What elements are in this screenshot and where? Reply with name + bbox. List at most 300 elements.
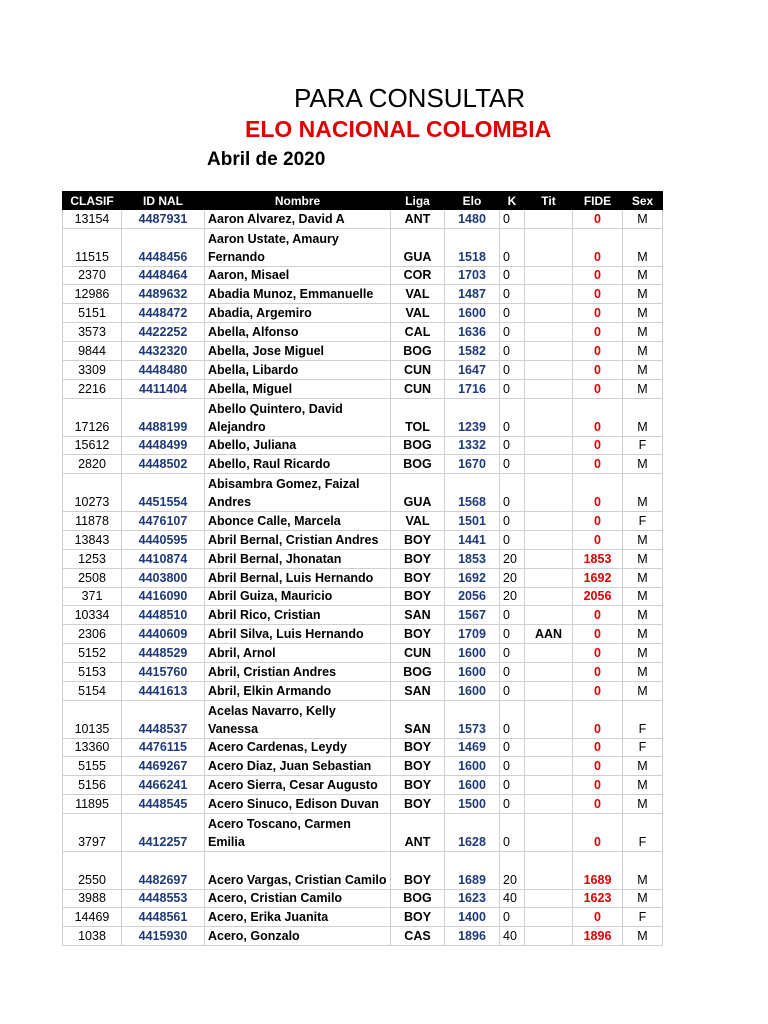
table-row (63, 738, 663, 757)
cell-tit (525, 304, 573, 323)
cell-fide: 0 (573, 663, 623, 682)
cell-nombre: Abril Silva, Luis Hernando (205, 625, 391, 644)
cell-k: 0 (500, 266, 525, 285)
cell-nombre: Abril Guiza, Mauricio (205, 587, 391, 606)
cell-k: 40 (500, 889, 525, 908)
cell-tit (525, 908, 573, 927)
cell-clasif: 15612 (63, 436, 122, 455)
cell-id-nal: 4488199 (122, 398, 205, 436)
cell-liga: BOY (391, 795, 445, 814)
cell-clasif: 10273 (63, 474, 122, 512)
cell-fide: 0 (573, 361, 623, 380)
col-header-clasif: CLASIF (63, 192, 122, 210)
cell-elo: 1582 (445, 342, 500, 361)
table-row (63, 681, 663, 700)
cell-nombre: Acero, Cristian Camilo (205, 889, 391, 908)
cell-k: 0 (500, 228, 525, 266)
cell-k: 0 (500, 361, 525, 380)
cell-id-nal: 4411404 (122, 379, 205, 398)
cell-id-nal: 4448529 (122, 644, 205, 663)
cell-clasif: 5155 (63, 757, 122, 776)
cell-nombre: Abril Bernal, Cristian Andres (205, 530, 391, 549)
cell-fide: 1623 (573, 889, 623, 908)
page-title: PARA CONSULTAR (294, 83, 526, 113)
table-row (63, 511, 663, 530)
cell-tit (525, 700, 573, 738)
table-row (63, 814, 663, 852)
cell-fide: 0 (573, 644, 623, 663)
cell-k: 0 (500, 795, 525, 814)
cell-fide: 1896 (573, 927, 623, 946)
cell-nombre: Abril, Elkin Armando (205, 681, 391, 700)
cell-k: 0 (500, 379, 525, 398)
table-row (63, 342, 663, 361)
cell-liga: CUN (391, 644, 445, 663)
cell-id-nal: 4410874 (122, 549, 205, 568)
cell-liga: ANT (391, 814, 445, 852)
cell-k: 0 (500, 625, 525, 644)
cell-liga: VAL (391, 304, 445, 323)
cell-liga: BOY (391, 587, 445, 606)
cell-fide: 0 (573, 606, 623, 625)
cell-k: 0 (500, 700, 525, 738)
cell-clasif: 11515 (63, 228, 122, 266)
table-row (63, 625, 663, 644)
table-row (63, 795, 663, 814)
cell-elo: 1709 (445, 625, 500, 644)
cell-clasif: 5152 (63, 644, 122, 663)
cell-k: 0 (500, 530, 525, 549)
cell-id-nal: 4448545 (122, 795, 205, 814)
cell-fide: 0 (573, 814, 623, 852)
cell-elo: 1567 (445, 606, 500, 625)
cell-elo: 1896 (445, 927, 500, 946)
cell-k: 0 (500, 606, 525, 625)
cell-k: 0 (500, 511, 525, 530)
cell-sex: M (623, 549, 663, 568)
cell-sex: M (623, 342, 663, 361)
cell-sex: M (623, 757, 663, 776)
cell-elo: 1689 (445, 851, 500, 889)
col-header-liga: Liga (391, 192, 445, 210)
cell-sex: M (623, 210, 663, 229)
cell-elo: 1568 (445, 474, 500, 512)
cell-id-nal: 4448456 (122, 228, 205, 266)
cell-liga: BOY (391, 776, 445, 795)
col-header-tit: Tit (525, 192, 573, 210)
cell-tit (525, 455, 573, 474)
cell-k: 0 (500, 285, 525, 304)
cell-liga: BOY (391, 568, 445, 587)
cell-clasif: 2508 (63, 568, 122, 587)
cell-clasif: 3988 (63, 889, 122, 908)
cell-id-nal: 4441613 (122, 681, 205, 700)
table-row (63, 361, 663, 380)
cell-liga: CUN (391, 379, 445, 398)
cell-clasif: 5154 (63, 681, 122, 700)
cell-sex: F (623, 738, 663, 757)
cell-fide: 0 (573, 757, 623, 776)
cell-nombre: Abril Rico, Cristian (205, 606, 391, 625)
cell-sex: M (623, 795, 663, 814)
cell-sex: M (623, 851, 663, 889)
cell-liga: BOG (391, 455, 445, 474)
cell-clasif: 5151 (63, 304, 122, 323)
cell-clasif: 17126 (63, 398, 122, 436)
cell-nombre: Abella, Miguel (205, 379, 391, 398)
cell-nombre: Abonce Calle, Marcela (205, 511, 391, 530)
cell-clasif: 5156 (63, 776, 122, 795)
cell-tit (525, 814, 573, 852)
table-row (63, 606, 663, 625)
cell-liga: CUN (391, 361, 445, 380)
col-header-fide: FIDE (573, 192, 623, 210)
cell-tit (525, 927, 573, 946)
table-row (63, 455, 663, 474)
cell-fide: 0 (573, 511, 623, 530)
cell-tit (525, 851, 573, 889)
cell-nombre: Abella, Jose Miguel (205, 342, 391, 361)
cell-id-nal: 4451554 (122, 474, 205, 512)
cell-nombre: Acero Sinuco, Edison Duvan (205, 795, 391, 814)
cell-nombre: Acelas Navarro, Kelly Vanessa (205, 700, 391, 738)
cell-elo: 1480 (445, 210, 500, 229)
cell-nombre: Acero Vargas, Cristian Camilo (205, 851, 391, 889)
table-row (63, 927, 663, 946)
cell-elo: 1600 (445, 663, 500, 682)
cell-fide: 0 (573, 304, 623, 323)
cell-nombre: Abella, Libardo (205, 361, 391, 380)
cell-clasif: 1038 (63, 927, 122, 946)
cell-clasif: 2216 (63, 379, 122, 398)
cell-nombre: Abril Bernal, Luis Hernando (205, 568, 391, 587)
cell-elo: 1692 (445, 568, 500, 587)
cell-fide: 2056 (573, 587, 623, 606)
cell-liga: SAN (391, 681, 445, 700)
table-row (63, 436, 663, 455)
cell-sex: M (623, 776, 663, 795)
cell-clasif: 9844 (63, 342, 122, 361)
cell-nombre: Abello Quintero, David Alejandro (205, 398, 391, 436)
cell-sex: F (623, 511, 663, 530)
cell-sex: M (623, 379, 663, 398)
cell-fide: 1689 (573, 851, 623, 889)
cell-nombre: Acero Sierra, Cesar Augusto (205, 776, 391, 795)
cell-clasif: 3573 (63, 323, 122, 342)
cell-k: 0 (500, 436, 525, 455)
cell-sex: M (623, 681, 663, 700)
cell-sex: M (623, 663, 663, 682)
table-row (63, 851, 663, 889)
table-row (63, 889, 663, 908)
table-row (63, 228, 663, 266)
cell-fide: 0 (573, 776, 623, 795)
cell-tit (525, 285, 573, 304)
cell-liga: GUA (391, 228, 445, 266)
cell-k: 0 (500, 398, 525, 436)
cell-clasif: 14469 (63, 908, 122, 927)
table-row (63, 474, 663, 512)
cell-tit (525, 398, 573, 436)
cell-elo: 1600 (445, 644, 500, 663)
cell-liga: BOY (391, 738, 445, 757)
cell-id-nal: 4448472 (122, 304, 205, 323)
cell-tit (525, 436, 573, 455)
cell-fide: 0 (573, 700, 623, 738)
cell-elo: 1441 (445, 530, 500, 549)
cell-fide: 0 (573, 210, 623, 229)
table-row (63, 757, 663, 776)
cell-elo: 1600 (445, 776, 500, 795)
cell-sex: F (623, 908, 663, 927)
table-row (63, 908, 663, 927)
table-row (63, 398, 663, 436)
cell-elo: 1670 (445, 455, 500, 474)
cell-clasif: 10334 (63, 606, 122, 625)
cell-k: 0 (500, 757, 525, 776)
cell-id-nal: 4448553 (122, 889, 205, 908)
cell-id-nal: 4489632 (122, 285, 205, 304)
cell-sex: M (623, 323, 663, 342)
cell-nombre: Aaron Ustate, Amaury Fernando (205, 228, 391, 266)
cell-k: 0 (500, 210, 525, 229)
cell-sex: M (623, 455, 663, 474)
cell-liga: BOY (391, 908, 445, 927)
col-header-elo: Elo (445, 192, 500, 210)
cell-liga: BOY (391, 851, 445, 889)
cell-id-nal: 4487931 (122, 210, 205, 229)
cell-id-nal: 4416090 (122, 587, 205, 606)
cell-clasif: 12986 (63, 285, 122, 304)
cell-nombre: Abella, Alfonso (205, 323, 391, 342)
cell-liga: VAL (391, 511, 445, 530)
cell-k: 0 (500, 644, 525, 663)
cell-sex: M (623, 927, 663, 946)
cell-k: 40 (500, 927, 525, 946)
cell-nombre: Abadia Munoz, Emmanuelle (205, 285, 391, 304)
cell-tit (525, 681, 573, 700)
cell-elo: 1623 (445, 889, 500, 908)
cell-nombre: Aaron Alvarez, David A (205, 210, 391, 229)
cell-fide: 0 (573, 228, 623, 266)
cell-elo: 1239 (445, 398, 500, 436)
table-row (63, 644, 663, 663)
ratings-table (62, 191, 663, 946)
table-row (63, 323, 663, 342)
cell-elo: 1518 (445, 228, 500, 266)
cell-elo: 1636 (445, 323, 500, 342)
cell-fide: 0 (573, 379, 623, 398)
table-row (63, 304, 663, 323)
cell-clasif: 11878 (63, 511, 122, 530)
cell-k: 0 (500, 814, 525, 852)
cell-nombre: Aaron, Misael (205, 266, 391, 285)
cell-sex: F (623, 700, 663, 738)
cell-id-nal: 4448502 (122, 455, 205, 474)
cell-sex: M (623, 361, 663, 380)
cell-clasif: 1253 (63, 549, 122, 568)
cell-k: 20 (500, 587, 525, 606)
table-row (63, 266, 663, 285)
table-row (63, 568, 663, 587)
cell-nombre: Acero Toscano, Carmen Emilia (205, 814, 391, 852)
cell-fide: 0 (573, 398, 623, 436)
cell-nombre: Acero, Erika Juanita (205, 908, 391, 927)
col-header-nombre: Nombre (205, 192, 391, 210)
cell-fide: 0 (573, 908, 623, 927)
cell-sex: M (623, 606, 663, 625)
cell-fide: 0 (573, 455, 623, 474)
cell-tit (525, 644, 573, 663)
cell-nombre: Acero, Gonzalo (205, 927, 391, 946)
cell-id-nal: 4415930 (122, 927, 205, 946)
cell-tit (525, 474, 573, 512)
cell-clasif: 13154 (63, 210, 122, 229)
table-body (63, 210, 663, 946)
cell-liga: BOY (391, 530, 445, 549)
cell-id-nal: 4448537 (122, 700, 205, 738)
cell-liga: BOG (391, 889, 445, 908)
cell-id-nal: 4469267 (122, 757, 205, 776)
cell-sex: M (623, 568, 663, 587)
cell-fide: 0 (573, 323, 623, 342)
cell-fide: 0 (573, 681, 623, 700)
cell-liga: SAN (391, 700, 445, 738)
cell-elo: 1600 (445, 304, 500, 323)
cell-nombre: Abadia, Argemiro (205, 304, 391, 323)
cell-nombre: Abril, Arnol (205, 644, 391, 663)
cell-fide: 0 (573, 625, 623, 644)
cell-elo: 1600 (445, 757, 500, 776)
cell-clasif: 10135 (63, 700, 122, 738)
cell-nombre: Abisambra Gomez, Faizal Andres (205, 474, 391, 512)
cell-tit (525, 663, 573, 682)
cell-id-nal: 4476115 (122, 738, 205, 757)
cell-tit (525, 323, 573, 342)
col-header-k: K (500, 192, 525, 210)
cell-id-nal: 4412257 (122, 814, 205, 852)
cell-liga: TOL (391, 398, 445, 436)
cell-id-nal: 4482697 (122, 851, 205, 889)
cell-tit (525, 795, 573, 814)
cell-id-nal: 4448499 (122, 436, 205, 455)
cell-k: 0 (500, 342, 525, 361)
table-row (63, 379, 663, 398)
table-row (63, 776, 663, 795)
cell-elo: 2056 (445, 587, 500, 606)
cell-fide: 0 (573, 474, 623, 512)
col-header-sex: Sex (623, 192, 663, 210)
col-header-id: ID NAL (122, 192, 205, 210)
cell-clasif: 3797 (63, 814, 122, 852)
table-row (63, 210, 663, 229)
cell-k: 0 (500, 455, 525, 474)
cell-id-nal: 4440595 (122, 530, 205, 549)
cell-fide: 0 (573, 436, 623, 455)
cell-clasif: 2820 (63, 455, 122, 474)
cell-tit (525, 361, 573, 380)
cell-tit (525, 889, 573, 908)
cell-nombre: Acero Diaz, Juan Sebastian (205, 757, 391, 776)
cell-sex: M (623, 304, 663, 323)
cell-k: 0 (500, 776, 525, 795)
cell-liga: SAN (391, 606, 445, 625)
cell-elo: 1400 (445, 908, 500, 927)
cell-k: 0 (500, 474, 525, 512)
cell-elo: 1332 (445, 436, 500, 455)
cell-sex: M (623, 266, 663, 285)
cell-clasif: 5153 (63, 663, 122, 682)
cell-sex: M (623, 625, 663, 644)
cell-nombre: Abril, Cristian Andres (205, 663, 391, 682)
cell-k: 0 (500, 738, 525, 757)
table-header-row (63, 192, 663, 210)
cell-elo: 1500 (445, 795, 500, 814)
cell-liga: BOY (391, 757, 445, 776)
cell-sex: M (623, 285, 663, 304)
page-subtitle: ELO NACIONAL COLOMBIA (245, 116, 552, 142)
cell-sex: M (623, 530, 663, 549)
cell-nombre: Abello, Juliana (205, 436, 391, 455)
cell-tit (525, 776, 573, 795)
cell-sex: M (623, 644, 663, 663)
cell-tit (525, 342, 573, 361)
cell-tit (525, 511, 573, 530)
cell-sex: F (623, 814, 663, 852)
cell-clasif: 2306 (63, 625, 122, 644)
cell-elo: 1853 (445, 549, 500, 568)
cell-liga: CAL (391, 323, 445, 342)
cell-tit (525, 606, 573, 625)
cell-liga: BOY (391, 549, 445, 568)
cell-clasif: 3309 (63, 361, 122, 380)
table-row (63, 549, 663, 568)
cell-tit (525, 530, 573, 549)
cell-k: 20 (500, 549, 525, 568)
cell-tit (525, 379, 573, 398)
cell-liga: BOY (391, 625, 445, 644)
cell-liga: BOG (391, 342, 445, 361)
cell-tit (525, 587, 573, 606)
cell-nombre: Acero Cardenas, Leydy (205, 738, 391, 757)
cell-fide: 1853 (573, 549, 623, 568)
cell-id-nal: 4415760 (122, 663, 205, 682)
cell-fide: 0 (573, 342, 623, 361)
cell-tit (525, 210, 573, 229)
cell-sex: F (623, 436, 663, 455)
cell-fide: 0 (573, 530, 623, 549)
cell-tit (525, 757, 573, 776)
cell-k: 0 (500, 663, 525, 682)
cell-liga: GUA (391, 474, 445, 512)
cell-elo: 1469 (445, 738, 500, 757)
cell-k: 0 (500, 908, 525, 927)
cell-elo: 1703 (445, 266, 500, 285)
cell-tit (525, 738, 573, 757)
cell-liga: CAS (391, 927, 445, 946)
report-date: Abril de 2020 (207, 149, 326, 170)
cell-liga: VAL (391, 285, 445, 304)
cell-elo: 1647 (445, 361, 500, 380)
cell-elo: 1600 (445, 681, 500, 700)
cell-nombre: Abril Bernal, Jhonatan (205, 549, 391, 568)
cell-fide: 0 (573, 285, 623, 304)
cell-sex: M (623, 474, 663, 512)
cell-elo: 1573 (445, 700, 500, 738)
cell-k: 20 (500, 568, 525, 587)
table-row (63, 663, 663, 682)
cell-tit: AAN (525, 625, 573, 644)
